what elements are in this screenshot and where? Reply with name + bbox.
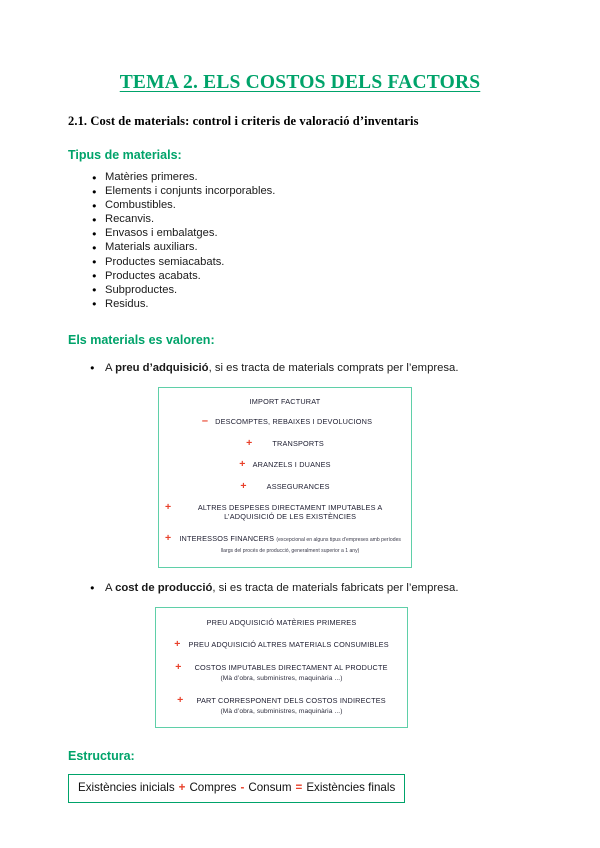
diagram-row [165,417,405,426]
row-note: (Mà d’obra, subministres, maquinària ...) [220,674,343,682]
list-item: ● Residus. [68,297,532,311]
row-label: IMPORT FACTURAT [249,396,321,406]
subheading-els-materials-es-valoren: Els materials es valoren: [68,332,215,347]
diagram-row [165,531,405,557]
plus-operator-icon: + [175,661,182,674]
row-label: DESCOMPTES, REBAIXES I DEVOLUCIONS [215,417,373,427]
list-item: ● Envasos i embalatges. [68,226,532,240]
bullet-lead-text: A [105,581,116,594]
equals-operator-icon: = [295,781,303,795]
list-item: ● Combustibles. [68,198,532,212]
formula-box-wrapper [68,763,532,803]
materials-types-list [68,162,532,311]
row-label: ASSEGURANCES [266,481,330,491]
list-item-preu-adquisicio [68,360,532,376]
valuation-list-production [68,568,532,596]
plus-operator-icon: + [165,500,172,513]
list-item: ● Materials auxiliars. [68,240,532,254]
list-item-cost-produccio [68,580,532,596]
formula-term-4: Existències finals [306,781,396,795]
diagram-row [162,640,401,649]
diagram-row-group [162,663,401,683]
plus-operator-icon: + [165,531,172,544]
bullet-bold-term: preu d’adquisició [115,361,209,374]
list-item: ● Matèries primeres. [68,170,532,184]
list-item: ● Subproductes. [68,283,532,297]
row-label: PREU ADQUISICIÓ ALTRES MATERIALS CONSUMIBLES [188,640,389,649]
list-item: ● Elements i conjunts incorporables. [68,184,532,198]
diagram-row [165,500,405,522]
plus-operator-icon: + [178,781,186,795]
diagram-row [165,460,405,469]
subheading-tipus-de-materials: Tipus de materials: [68,148,182,162]
diagram-row [165,436,405,449]
bullet-bold-term: cost de producció [115,581,213,594]
row-label: ARANZELS I DUANES [252,460,331,470]
diagram-box-preu-adquisicio [158,387,412,568]
plus-operator-icon: + [240,479,247,492]
diagram-row [165,397,405,406]
plus-operator-icon: + [174,638,181,650]
document-content [68,0,532,803]
subheading-estructura: Estructura: [68,749,135,764]
row-label: PART CORRESPONENT DELS COSTOS INDIRECTES [196,696,386,706]
plus-operator-icon: + [239,458,246,471]
diagram-row-group [162,696,401,716]
row-label: PREU ADQUISICIÓ MATÈRIES PRIMERES [206,617,357,627]
minus-operator-icon: - [240,781,245,795]
valuation-list-acquisition [68,347,532,376]
bullet-rest-text: , si es tracta de materials fabricats per l’empresa. [212,581,459,594]
row-label: COSTOS IMPUTABLES DIRECTAMENT AL PRODUCTE [194,663,388,673]
formula-term-3: Consum [248,781,292,795]
page-title: TEMA 2. ELS COSTOS DELS FACTORS [119,72,481,93]
diagram-row [162,696,401,705]
row-label: INTERESSOS FINANCERS [179,533,277,543]
row-note: (excepcional en alguns tipus d’empreses amb períodes llargs del procés de producció, generalment superior a 1 any) [220,536,401,555]
minus-operator-icon: – [201,415,209,428]
diagram-box-cost-produccio [155,607,408,729]
formula-term-1: Existències inicials [78,781,175,795]
plus-operator-icon: + [246,436,253,449]
list-item: ● Recanvis. [68,212,532,226]
formula-box-existencies [68,774,405,803]
diagram-row [162,618,401,627]
plus-operator-icon: + [177,694,184,707]
list-item: ● Productes semiacabats. [68,255,532,269]
list-item: ● Productes acabats. [68,269,532,283]
section-heading-2-1: 2.1. Cost de materials: control i criteris de valoració d’inventaris [68,114,419,128]
row-label: ALTRES DESPESES DIRECTAMENT IMPUTABLES A L’ADQUISICIÓ DE LES EXISTÈNCIES [197,502,383,522]
formula-term-2: Compres [189,781,237,795]
row-note: (Mà d’obra, subministres, maquinària ...) [220,707,343,715]
diagram-row [165,479,405,492]
diagram-row [162,663,401,672]
row-label-group [175,534,405,557]
bullet-lead-text: A [105,361,116,374]
bullet-rest-text: , si es tracta de materials comprats per l’empresa. [208,361,459,374]
row-label: TRANSPORTS [272,438,324,448]
